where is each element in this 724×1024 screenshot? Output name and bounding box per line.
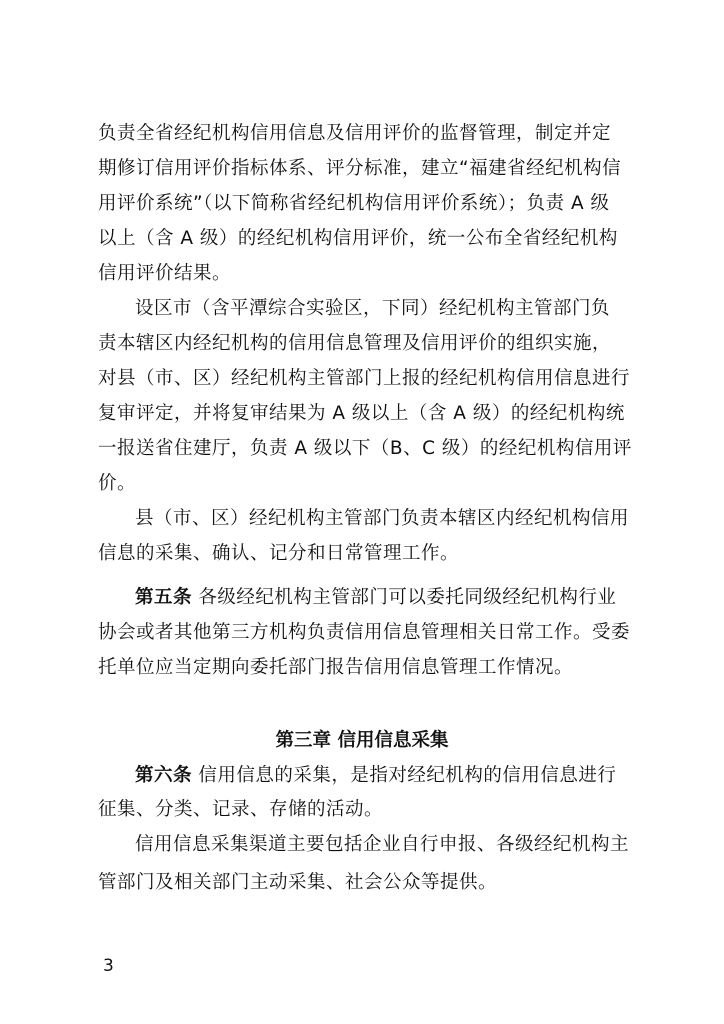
article-6-line-2: 征集、分类、记录、存储的活动。	[98, 799, 384, 820]
article-6-line-1	[135, 763, 638, 789]
paragraph-1-line-5: 信用评价结果。	[98, 263, 232, 284]
article-6-text: 信用信息的采集，是指对经纪机构的信用信息进行	[192, 765, 617, 786]
paragraph-4-line-1: 信用信息采集渠道主要包括企业自行申报、各级经纪机构主	[135, 834, 630, 855]
article-5-line-2: 协会或者其他第三方机构负责信用信息管理相关日常工作。受委	[98, 622, 631, 643]
paragraph-3-line-1: 县（市、区）经纪机构主管部门负责本辖区内经纪机构信用	[135, 508, 630, 529]
page-number: 3	[103, 956, 114, 976]
paragraph-2-line-4: 复审评定，并将复审结果为 A 级以上（含 A 级）的经纪机构统	[98, 403, 625, 424]
paragraph-1-line-4: 以上（含 A 级）的经纪机构信用评价，统一公布全省经纪机构	[98, 228, 618, 249]
article-6-label: 第六条	[135, 765, 193, 786]
article-5-text: 各级经纪机构主管部门可以委托同级经纪机构行业	[192, 587, 617, 608]
paragraph-2-line-6: 价。	[98, 473, 137, 494]
paragraph-1-line-3: 用评价系统”（以下简称省经纪机构信用评价系统）；负责 A 级	[98, 193, 610, 214]
paragraph-1-line-2: 期修订信用评价指标体系、评分标准，建立“福建省经纪机构信	[98, 158, 622, 179]
chapter-3-title: 第三章 信用信息采集	[275, 730, 449, 751]
paragraph-2-line-5: 一报送省住建厅，负责 A 级以下（B、C 级）的经纪机构信用评	[98, 438, 632, 459]
paragraph-2-line-1: 设区市（含平潭综合实验区，下同）经纪机构主管部门负	[135, 298, 611, 319]
article-5-line-3: 托单位应当定期向委托部门报告信用信息管理工作情况。	[98, 657, 574, 678]
paragraph-2-line-2: 责本辖区内经纪机构的信用信息管理及信用评价的组织实施，	[98, 333, 612, 354]
paragraph-4-line-2: 管部门及相关部门主动采集、社会公众等提供。	[98, 872, 498, 893]
paragraph-2-line-3: 对县（市、区）经纪机构主管部门上报的经纪机构信用信息进行	[98, 368, 631, 389]
article-5-line-1	[135, 585, 638, 611]
paragraph-3-line-2: 信息的采集、确认、记分和日常管理工作。	[98, 543, 460, 564]
article-5-label: 第五条	[135, 587, 193, 608]
paragraph-1-line-1: 负责全省经纪机构信用信息及信用评价的监督管理，制定并定	[98, 123, 612, 144]
